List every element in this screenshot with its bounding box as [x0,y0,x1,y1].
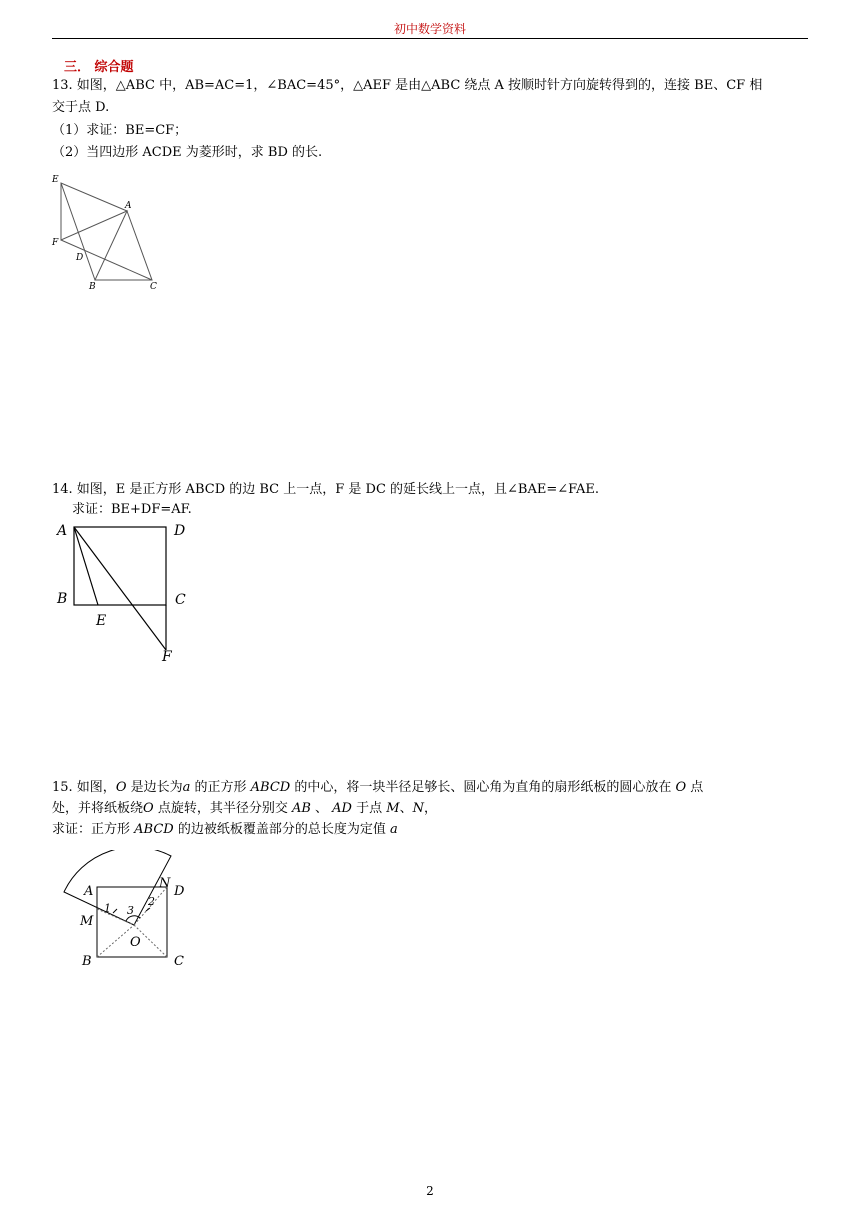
q14-label-b: B [57,591,68,607]
q15-var-a: a [389,822,398,837]
q15-text: 点旋转，其半径分别交 [153,801,292,816]
q15-text: 、 [399,801,413,816]
q15-var-n: N [412,801,424,816]
q14-line1: 14. 如图，E 是正方形 ABCD 的边 BC 上一点，F 是 DC 的延长线上一点，且∠BAE=∠FAE. [52,482,600,497]
q14-segment-af [74,527,166,650]
q15-text: 是边长为 [126,780,183,795]
q15-label-m: M [80,914,94,929]
q13-segment-be [61,183,95,280]
q15-angle-1: 1 [104,902,111,915]
q15-label-c: C [174,954,184,969]
q15-label-b: B [82,954,92,969]
q15-figure [60,850,210,978]
q15-text: 的中心，将一块半径足够长、圆心角为直角的扇形纸板的圆心放在 [290,780,676,795]
q13-figure [44,168,174,294]
q15-line3 [52,819,398,840]
q14-label-d: D [174,523,186,539]
q13-segment-cf [61,240,152,280]
q15-var-o: O [143,801,154,816]
page-header: 初中数学资料 [393,22,466,36]
q15-line2 [52,798,437,819]
q15-var-o: O [115,780,127,795]
q13-sub1: （1）求证：BE=CF； [52,123,188,138]
q15-text: 点 [686,780,704,795]
q14-line2: 求证：BE+DF=AF. [72,502,192,517]
q13-label-f: F [52,238,59,248]
q15-segment-ob [97,925,134,957]
q13-label-a: A [125,201,132,211]
q15-label-n: N [159,876,171,891]
header-rule [52,38,808,39]
q13-label-e: E [52,175,59,185]
q15-angle-3: 3 [127,904,134,917]
q15-angle-2: 2 [148,895,155,908]
q15-text: 于点 [351,801,387,816]
q15-text: 求证：正方形 [52,822,135,837]
q13-label-b: B [89,282,96,292]
q14-label-f: F [162,649,172,664]
q15-var-ad: AD [332,801,352,816]
q15-text: 处，并将纸板绕 [52,801,144,816]
q15-var-m: M [386,801,400,816]
q15-label-o: O [130,935,141,950]
q15-var-abcd: ABCD [250,780,291,795]
q15-tick-1 [113,909,117,913]
q15-var-ab: AB [291,801,311,816]
section-title: 三． 综合题 [64,60,134,75]
q15-label-a: A [84,884,94,899]
q14-label-c: C [175,592,186,608]
q13-line1: 13. 如图，△ABC 中，AB=AC=1，∠BAC=45°，△AEF 是由△ABC 绕点 A 按顺时针方向旋转得到的，连接 BE、CF 相 [52,78,763,93]
q14-figure [48,518,198,664]
q14-segment-ae [74,527,98,605]
q15-var-o: O [675,780,687,795]
q15-label-d: D [174,884,185,899]
page-number: 2 [426,1184,434,1198]
q14-label-a: A [57,523,68,539]
q15-text: 的边被纸板覆盖部分的总长度为定值 [173,822,390,837]
q14-label-e: E [96,613,107,629]
q15-text: 15. 如图， [52,780,116,795]
q13-sub2: （2）当四边形 ACDE 为菱形时，求 BD 的长. [52,145,323,160]
q15-var-a: a [182,780,191,795]
q13-label-d: D [76,253,84,263]
q13-label-c: C [150,282,157,292]
q15-var-abcd: ABCD [134,822,174,837]
q14-square-abcd [74,527,166,605]
q15-text: 、 [310,801,333,816]
q15-text: ， [423,801,437,816]
q15-text: 的正方形 [190,780,251,795]
q15-line1 [52,777,703,798]
q13-line2: 交于点 D. [52,100,110,115]
